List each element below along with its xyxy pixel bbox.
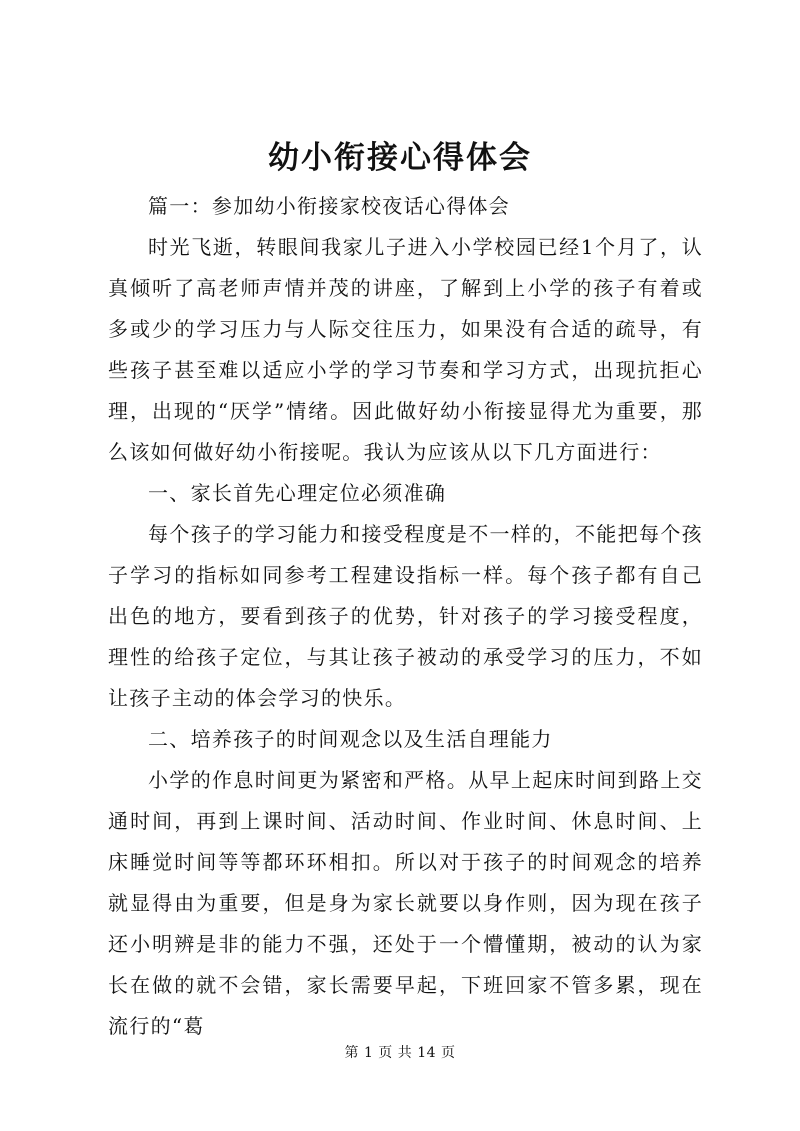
document-body: [108, 186, 703, 1047]
body-paragraph: 小学的作息时间更为紧密和严格。从早上起床时间到路上交通时间，再到上课时间、活动时间、作业时间、休息时间、上床睡觉时间等等都环环相扣。所以对于孩子的时间观念的培养就显得由为重要，但是身为家长就要以身作则，因为现在孩子还小明辨是非的能力不强，还处于一个懵懂期，被动的认为家长在做的就不会错，家长需要早起，下班回家不管多累，现在流行的“葛: [108, 768, 703, 1038]
document-title: 幼小衔接心得体会: [268, 140, 532, 176]
body-paragraph: 每个孩子的学习能力和接受程度是不一样的，不能把每个孩子学习的指标如同参考工程建设指标一样。每个孩子都有自己出色的地方，要看到孩子的优势，针对孩子的学习接受程度，理性的给孩子定位，与其让孩子被动的承受学习的压力，不如让孩子主动的体会学习的快乐。: [108, 522, 703, 710]
body-paragraph: 时光飞逝，转眼间我家儿子进入小学校园已经1个月了，认真倾听了高老师声情并茂的讲座，了解到上小学的孩子有着或多或少的学习压力与人际交往压力，如果没有合适的疏导，有些孩子甚至难以适应小学的学习节奏和学习方式，出现抗拒心理，出现的“厌学”情绪。因此做好幼小衔接显得尤为重要，那么该如何做好幼小衔接呢。我认为应该从以下几方面进行：: [108, 235, 703, 464]
page-number-footer: 第 1 页 共 14 页: [344, 1045, 456, 1061]
section-heading: 篇一：参加幼小衔接家校夜话心得体会: [148, 194, 511, 218]
section-heading: 一、家长首先心理定位必须准确: [148, 481, 447, 505]
section-heading: 二、培养孩子的时间观念以及生活自理能力: [148, 727, 553, 751]
